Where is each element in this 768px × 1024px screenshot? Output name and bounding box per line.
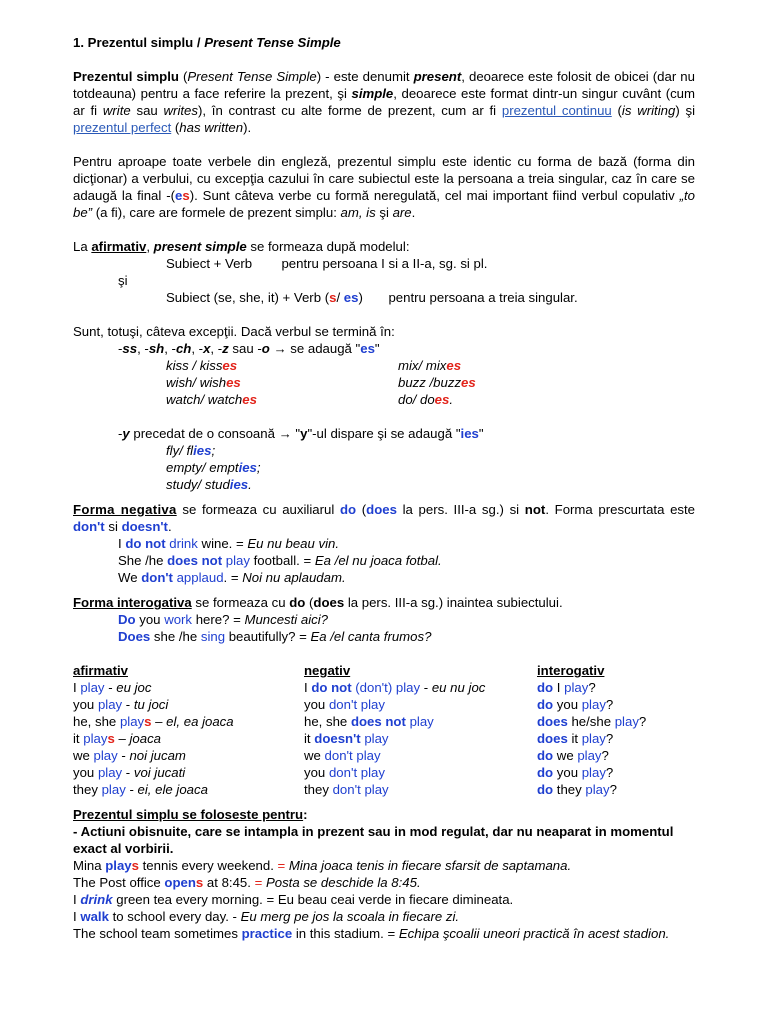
affirmative-rule: La afirmativ, present simple se formeaza după modelul: Subiect + Verb pentru persoana I si a II-a, sg. si pl. şi Subiect (se, she, it) + Verb (s/ es) pentru persoana a treia singular.	[73, 239, 578, 305]
table-cell: do I play?	[537, 680, 596, 695]
y-rule: -y precedat de o consoană → "y"-ul dispare şi se adaugă "ies"	[118, 426, 484, 441]
table-cell: you play - tu joci	[73, 697, 169, 712]
example-item: watch/ watches	[166, 392, 257, 407]
base-form-paragraph: Pentru aproape toate verbele din engleză, prezentul simplu este identic cu forma de bază (forma din dicţionar) a verbului, cu excepţia cazului în care subiectul este la persoana a treia singular, caz în care se adaugă la final -(es). Sunt câteva verbe cu formă neregulată, cel mai important fiind verbul copulativ „to be” (a fi), care are formele de prezent simplu: am, is şi are.	[73, 154, 695, 220]
table-cell: do we play?	[537, 748, 609, 763]
table-cell: they don't play	[304, 782, 389, 797]
example-item: fly/ flies;	[166, 443, 216, 458]
ies-examples	[73, 442, 695, 493]
column-header-interogativ: interogativ	[537, 663, 605, 678]
example-item: kiss / kisses	[166, 358, 238, 373]
example-sentence: We don't applaud. = Noi nu aplaudam.	[118, 570, 346, 585]
table-cell: they play - ei, ele joaca	[73, 782, 208, 797]
table-cell: we don't play	[304, 748, 381, 763]
example-sentence: Do you work here? = Muncesti aici?	[118, 612, 329, 627]
usage-subheading: - Actiuni obisnuite, care se intampla in prezent sau in mod regulat, dar nu neaparat in momentul exact al vorbirii.	[73, 824, 674, 856]
example-item: empty/ empties;	[166, 460, 261, 475]
example-sentence: The school team sometimes practice in this stadium. = Echipa şcoalii uneori practică în acest stadion.	[73, 926, 670, 941]
intro-paragraph: Prezentul simplu (Present Tense Simple) - este denumit present, deoarece este folosit de obicei (dar nu totdeauna) pentru a face referire la prezent, şi simple, deoarece este format dintr-un singur cuvânt (cum ar fi write sau writes), în contrast cu alte forme de prezent, cum ar fi prezentul continuu (is writing) şi prezentul perfect (has written).	[73, 69, 696, 135]
example-sentence: She /he does not play football. = Ea /el nu joaca fotbal.	[118, 553, 442, 568]
example-sentence: I drink green tea every morning. = Eu beau ceai verde in fiecare dimineata.	[73, 892, 514, 907]
table-cell: it doesn't play	[304, 731, 389, 746]
example-item: study/ studies.	[166, 477, 252, 492]
example-sentence: I do not drink wine. = Eu nu beau vin.	[118, 536, 340, 551]
example-item: do/ does.	[398, 392, 454, 407]
table-cell: he, she plays – el, ea joaca	[73, 714, 234, 729]
es-examples	[73, 357, 695, 408]
table-cell: do you play?	[537, 765, 614, 780]
usage-section: Prezentul simplu se foloseste pentru: - Actiuni obisnuite, care se intampla in prezent sau in mod regulat, dar nu neaparat in momentul exact al vorbirii. Mina plays tennis every weekend. = Mina joaca tenis in fiecare sfarsit de saptamana. The Post office opens at 8:45. = Posta se deschide la 8:45. I drink green tea every morning. = Eu beau ceai verde in fiecare dimineata. I walk to school every day. - Eu merg pe jos la scoala in fiecare zi. The school team sometimes practice in this stadium. = Echipa şcoalii uneori practică în acest stadion.	[73, 806, 695, 942]
section-title	[73, 34, 695, 51]
link-prezentul-continuu[interactable]: prezentul continuu	[501, 103, 612, 118]
column-header-afirmativ: afirmativ	[73, 663, 128, 678]
table-cell: I do not (don't) play - eu nu joc	[304, 680, 486, 695]
interrogative-section: Forma interogativa se formeaza cu do (does la pers. III-a sg.) inaintea subiectului. Do you work here? = Muncesti aici? Does she /he sing beautifully? = Ea /el canta frumos?	[73, 594, 695, 645]
example-sentence: I walk to school every day. - Eu merg pe jos la scoala in fiecare zi.	[73, 909, 460, 924]
table-cell: do they play?	[537, 782, 617, 797]
example-sentence: Mina plays tennis every weekend. = Mina joaca tenis in fiecare sfarsit de saptamana.	[73, 858, 572, 873]
title-text: 1. Prezentul simplu /	[73, 35, 205, 50]
table-cell: I play - eu joc	[73, 680, 152, 695]
conjugation-table	[73, 662, 695, 798]
title-english: Present Tense Simple	[204, 35, 341, 50]
example-sentence: Does she /he sing beautifully? = Ea /el canta frumos?	[118, 629, 432, 644]
link-prezentul-perfect[interactable]: prezentul perfect	[73, 120, 172, 135]
table-cell: you play - voi jucati	[73, 765, 186, 780]
negative-section: Forma negativa se formeaza cu auxiliarul do (does la pers. III-a sg.) si not. Forma prescurtata este don't si doesn't. I do not drink wine. = Eu nu beau vin. She /he does not play football. = Ea /el nu joaca fotbal. We don't applaud. = Noi nu aplaudam.	[73, 502, 695, 585]
example-item: buzz /buzzes	[398, 375, 476, 390]
table-cell: we play - noi jucam	[73, 748, 186, 763]
table-cell: he, she does not play	[304, 714, 434, 729]
example-item: mix/ mixes	[398, 358, 462, 373]
example-item: wish/ wishes	[166, 375, 241, 390]
table-cell: you don't play	[304, 765, 385, 780]
exceptions-section: Sunt, totuşi, câteva excepţii. Dacă verbul se termină în: -ss, -sh, -ch, -x, -z sau -o → se adaugă "es" kiss / kisses mix/ mixes wish/ wishes buzz /buzzes watch/ watches do/ does. -y precedat de o consoană → "y"-ul dispare şi se adaugă "ies" fly/ flies; empty/ empties; study/ studies.	[73, 323, 695, 493]
example-sentence: The Post office opens at 8:45. = Posta se deschide la 8:45.	[73, 875, 421, 890]
table-cell: it plays – joaca	[73, 731, 162, 746]
table-cell: does he/she play?	[537, 714, 647, 729]
column-header-negativ: negativ	[304, 663, 351, 678]
table-cell: do you play?	[537, 697, 614, 712]
usage-heading: Prezentul simplu se foloseste pentru	[73, 807, 304, 822]
table-cell: does it play?	[537, 731, 614, 746]
table-cell: you don't play	[304, 697, 385, 712]
